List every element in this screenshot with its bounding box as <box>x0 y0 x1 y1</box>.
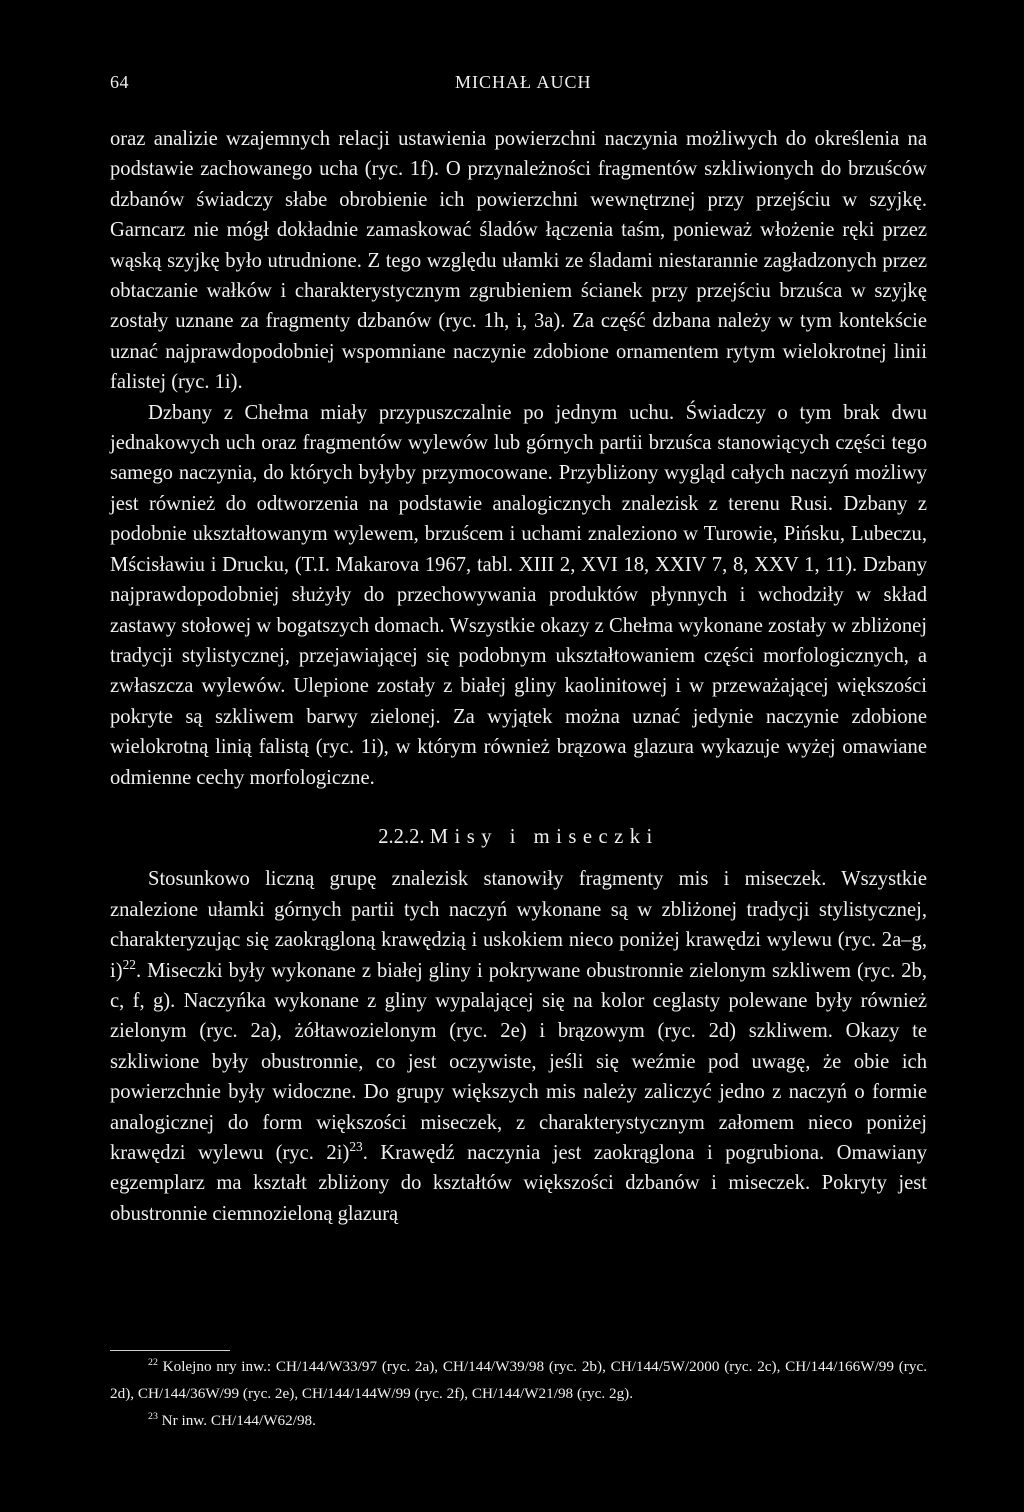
footnote-text: Nr inw. CH/144/W62/98. <box>157 1412 316 1429</box>
paragraph-text: . Krawędź naczynia jest zaokrąglona i pogrubiona. Omawiany egzemplarz ma kształt zbliżony do kształtów większości dzbanów i miseczek. Pokryty jest obustronnie ciemnozieloną glazurą <box>110 1142 927 1225</box>
section-heading <box>110 822 927 852</box>
running-header-author: MICHAŁ AUCH <box>455 72 592 92</box>
footnote-reference[interactable]: 23 <box>349 1139 363 1155</box>
footnotes <box>110 1353 927 1434</box>
paragraph <box>110 864 927 1229</box>
section-title: Misy i miseczki <box>429 825 659 848</box>
footnote-mark: 22 <box>148 1356 158 1368</box>
paragraph: Dzbany z Chełma miały przypuszczalnie po jednym uchu. Świadczy o tym brak dwu jednakowych uch oraz fragmentów wylewów lub górnych partii brzuśca stanowiących części tego samego naczynia, do których byłyby przymocowane. Przybliżony wygląd całych naczyń możliwy jest również do odtworzenia na podstawie analogicznych znalezisk z terenu Rusi. Dzbany z podobnie ukształtowanym wylewem, brzuścem i uchami znaleziono w Turowie, Pińsku, Lubeczu, Mścisławiu i Drucku, (T.I. Makarova 1967, tabl. XIII 2, XVI 18, XXIV 7, 8, XXV 1, 11). Dzbany najprawdopodobniej służyły do przechowywania produktów płynnych i wchodziły w skład zastawy stołowej w bogatszych domach. Wszystkie okazy z Chełma wykonane zostały w zbliżonej tradycji stylistycznej, przejawiającej się podobnym ukształtowaniem części morfologicznych, a zwłaszcza wylewów. Ulepione zostały z białej gliny kaolinitowej i w przeważającej większości pokryte są szkliwem barwy zielonej. Za wyjątek można uznać jedynie naczynie zdobione wielokrotną linią falistą (ryc. 1i), w którym również brązowa glazura wykazuje wyżej omawiane odmienne cechy morfologiczne. <box>110 401 927 789</box>
section-number: 2.2.2. <box>378 825 425 848</box>
paragraph-text: . Miseczki były wykonane z białej gliny i pokrywane obustronnie zielonym szkliwem (ryc. 2b, c, f, g). Naczyńka wykonane z gliny wypalającej się na kolor ceglasty polewane były również zielonym (ryc. 2a), żółtawozielonym (ryc. 2e) i brązowym (ryc. 2d) szkliwem. Okazy te szkliwione były obustronnie, co jest oczywiste, jeśli się weźmie pod uwagę, że obie ich powierzchnie były widoczne. Do grupy większych mis należy zaliczyć jedno z naczyń o formie analogicznej do form większości miseczek, z charakterystycznym załomem nieco poniżej krawędzi wylewu (ryc. 2i) <box>110 959 927 1164</box>
paragraph-text: Stosunkowo liczną grupę znalezisk stanowiły fragmenty mis i miseczek. Wszystkie znalezione ułamki górnych partii tych naczyń wykonane są w zbliżonej tradycji stylistycznej, charakteryzując się zaokrągloną krawędzią i uskokiem nieco poniżej krawędzi wylewu (ryc. 2a–g, i) <box>110 868 927 982</box>
footnote <box>110 1353 927 1407</box>
footnote <box>110 1407 927 1434</box>
running-header <box>110 72 930 100</box>
paragraph: oraz analizie wzajemnych relacji ustawienia powierzchni naczynia możliwych do określenia na podstawie zachowanego ucha (ryc. 1f). O przynależności fragmentów szkliwionych do brzuśców dzbanów świadczy słabe obrobienie ich powierzchni wewnętrznej przy przejściu w szyjkę. Garncarz nie mógł dokładnie zamaskować śladów łączenia taśm, ponieważ włożenie ręki przez wąską szyjkę było utrudnione. Z tego względu ułamki ze śladami niestarannie zagładzonych przez obtaczanie wałków i charakterystycznym zgrubieniem ścianek przy przejściu brzuśca w szyjkę zostały uznane za fragmenty dzbanów (ryc. 1h, i, 3a). Za część dzbana należy w tym kontekście uznać najprawdopodobniej wspomniane naczynie zdobione ornamentem rytym wielokrotnej linii falistej (ryc. 1i). <box>110 128 927 394</box>
footnote-separator <box>110 1350 230 1351</box>
body-text <box>110 124 927 1229</box>
footnote-reference[interactable]: 22 <box>122 956 136 972</box>
footnote-text: Kolejno nry inw.: CH/144/W33/97 (ryc. 2a), CH/144/W39/98 (ryc. 2b), CH/144/5W/2000 (ryc. 2c), CH/144/166W/99 (ryc. 2d), CH/144/36W/99 (ryc. 2e), CH/144/144W/99 (ryc. 2f), CH/144/W21/98 (ryc. 2g). <box>110 1358 927 1402</box>
page-number: 64 <box>110 72 129 92</box>
footnote-mark: 23 <box>148 1410 158 1422</box>
